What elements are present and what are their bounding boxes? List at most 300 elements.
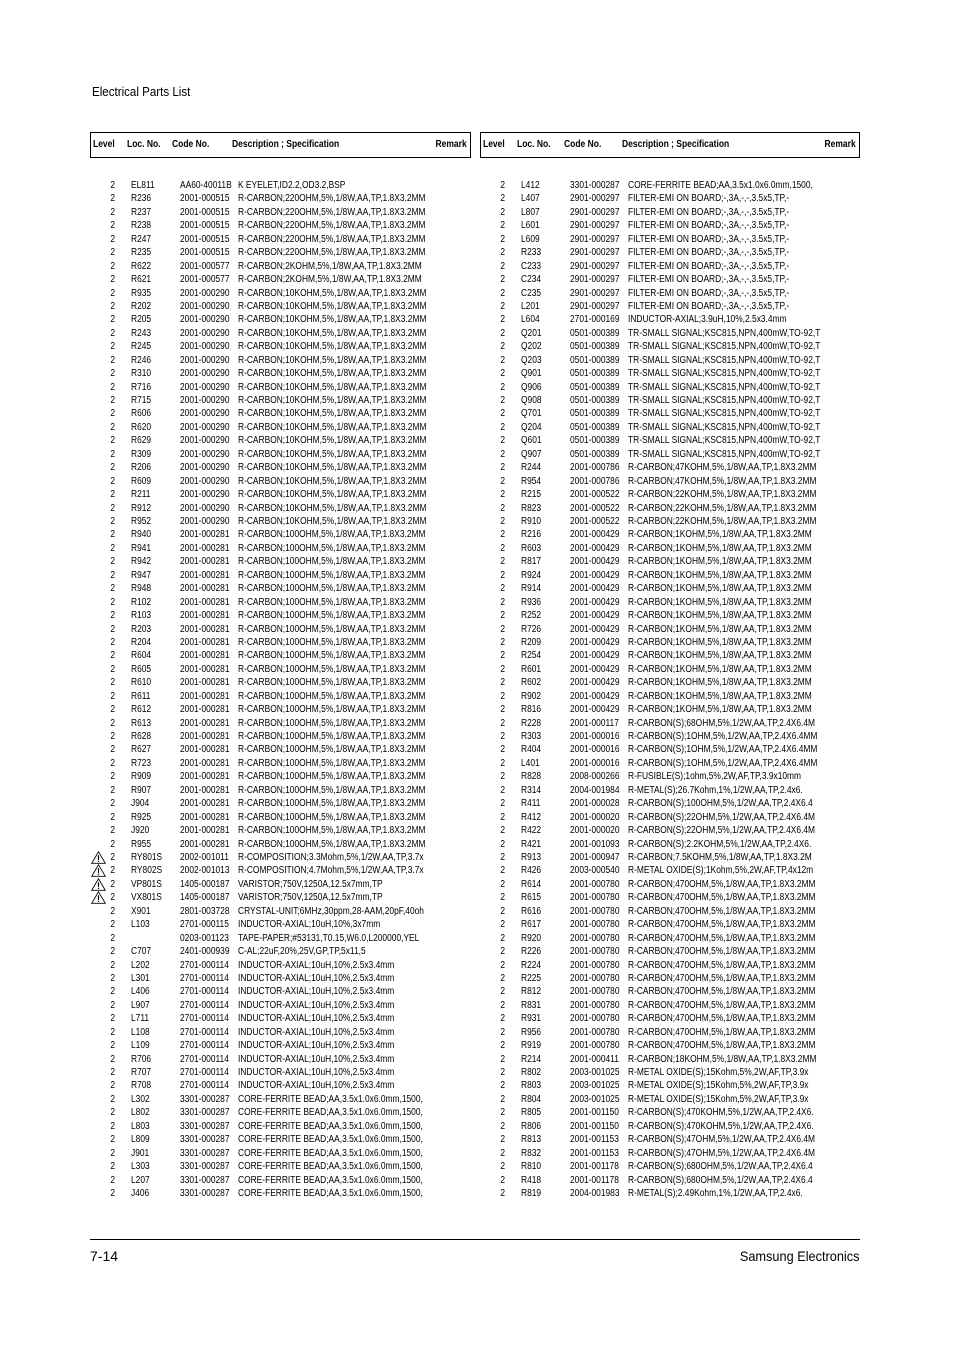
cell-description: R-CARBON;10KOHM,5%,1/8W,AA,TP,1.8X3.2MM bbox=[238, 395, 427, 407]
table-row bbox=[480, 179, 860, 192]
footer-divider bbox=[90, 1239, 860, 1240]
table-row bbox=[90, 1026, 471, 1039]
cell-level: 2 bbox=[110, 247, 115, 259]
table-row bbox=[480, 649, 860, 662]
cell-level: 2 bbox=[110, 448, 115, 460]
cell-level: 2 bbox=[500, 1053, 505, 1065]
cell-description: R-CARBON;10KOHM,5%,1/8W,AA,TP,1.8X3.2MM bbox=[238, 300, 427, 312]
cell-level: 2 bbox=[110, 180, 115, 191]
cell-code-no: 2001-000020 bbox=[570, 825, 620, 837]
cell-level: 2 bbox=[500, 1134, 505, 1146]
cell-description: R-COMPOSITION;3.3Mohm,5%,1/2W,AA,TP,3.7x bbox=[238, 852, 424, 863]
table-row bbox=[480, 932, 860, 945]
cell-loc-no: VX801S bbox=[131, 892, 162, 904]
cell-loc-no: R940 bbox=[131, 529, 152, 541]
table-row bbox=[90, 340, 471, 353]
cell-level: 2 bbox=[110, 919, 115, 931]
cell-loc-no: Q908 bbox=[521, 395, 542, 407]
cell-level: 2 bbox=[500, 838, 505, 850]
cell-level: 2 bbox=[110, 878, 115, 890]
cell-loc-no: R954 bbox=[521, 475, 542, 487]
cell-level: 2 bbox=[500, 247, 505, 259]
cell-loc-no: R605 bbox=[131, 663, 152, 675]
cell-level: 2 bbox=[110, 717, 115, 729]
cell-description: TR-SMALL SIGNAL;KSC815,NPN,400mW,TO-92,T bbox=[628, 421, 821, 433]
cell-code-no: 2001-000281 bbox=[180, 731, 230, 743]
cell-code-no: 2001-001153 bbox=[570, 1147, 619, 1159]
cell-code-no: 2001-000281 bbox=[180, 704, 230, 716]
cell-level: 2 bbox=[110, 690, 115, 702]
cell-code-no: 2001-000780 bbox=[570, 878, 620, 890]
cell-description: R-CARBON;1KOHM,5%,1/8W,AA,TP,1.8X3.2MM bbox=[628, 583, 812, 595]
cell-level: 2 bbox=[110, 542, 115, 554]
cell-description: R-CARBON(S);2.2KOHM,5%,1/2W,AA,TP,2.4X6. bbox=[628, 838, 812, 850]
cell-loc-no: C234 bbox=[521, 274, 542, 286]
cell-code-no: 2001-000780 bbox=[570, 892, 620, 904]
cell-level: 2 bbox=[500, 932, 505, 944]
cell-description: R-CARBON;100OHM,5%,1/8W,AA,TP,1.8X3.2MM bbox=[238, 838, 426, 850]
cell-description: R-CARBON;100OHM,5%,1/8W,AA,TP,1.8X3.2MM bbox=[238, 677, 426, 689]
cell-description: R-CARBON;10KOHM,5%,1/8W,AA,TP,1.8X3.2MM bbox=[238, 462, 427, 474]
cell-description: R-CARBON;10KOHM,5%,1/8W,AA,TP,1.8X3.2MM bbox=[238, 341, 427, 353]
cell-description: R-CARBON;100OHM,5%,1/8W,AA,TP,1.8X3.2MM bbox=[238, 731, 426, 743]
cell-description: R-CARBON;100OHM,5%,1/8W,AA,TP,1.8X3.2MM bbox=[238, 811, 426, 823]
cell-code-no: 2001-000281 bbox=[180, 784, 230, 796]
cell-loc-no: R627 bbox=[131, 744, 152, 756]
cell-loc-no: R810 bbox=[521, 1161, 542, 1173]
cell-loc-no: Q202 bbox=[521, 341, 542, 353]
cell-description: R-CARBON;100OHM,5%,1/8W,AA,TP,1.8X3.2MM bbox=[238, 744, 426, 756]
cell-description: INDUCTOR-AXIAL;10uH,10%,2.5x3.4mm bbox=[238, 1026, 395, 1038]
table-row bbox=[90, 730, 471, 743]
cell-code-no: 0501-000389 bbox=[570, 327, 620, 339]
cell-loc-no: L108 bbox=[131, 1026, 150, 1038]
cell-loc-no: R805 bbox=[521, 1107, 542, 1119]
table-row bbox=[480, 569, 860, 582]
cell-description: R-CARBON;1KOHM,5%,1/8W,AA,TP,1.8X3.2MM bbox=[628, 704, 812, 716]
cell-loc-no: R947 bbox=[131, 569, 152, 581]
cell-loc-no: R611 bbox=[131, 690, 151, 702]
cell-loc-no: R831 bbox=[521, 999, 542, 1011]
cell-description: R-CARBON;22KOHM,5%,1/8W,AA,TP,1.8X3.2MM bbox=[628, 516, 817, 527]
table-row bbox=[480, 475, 860, 488]
cell-loc-no: R924 bbox=[521, 569, 542, 581]
cell-level: 2 bbox=[500, 395, 505, 407]
cell-level: 2 bbox=[500, 1161, 505, 1173]
cell-loc-no: R204 bbox=[131, 636, 152, 648]
cell-loc-no: R215 bbox=[521, 489, 542, 501]
cell-code-no: 0501-000389 bbox=[570, 381, 620, 393]
cell-level: 2 bbox=[500, 811, 505, 823]
table-row bbox=[480, 985, 860, 998]
cell-loc-no: R245 bbox=[131, 341, 152, 353]
cell-level: 2 bbox=[500, 233, 505, 245]
cell-loc-no: R228 bbox=[521, 717, 542, 729]
cell-code-no: 2001-000281 bbox=[180, 636, 230, 648]
cell-code-no: 2001-000429 bbox=[570, 610, 620, 622]
cell-description: R-CARBON;100OHM,5%,1/8W,AA,TP,1.8X3.2MM bbox=[238, 663, 426, 675]
cell-description: R-CARBON;1KOHM,5%,1/8W,AA,TP,1.8X3.2MM bbox=[628, 663, 812, 675]
cell-loc-no: R942 bbox=[131, 556, 152, 568]
table-row bbox=[90, 179, 471, 192]
cell-code-no: 2001-000016 bbox=[570, 757, 620, 769]
cell-code-no: 2001-000780 bbox=[570, 972, 620, 984]
cell-description: CORE-FERRITE BEAD;AA,3.5x1.0x6.0mm,1500, bbox=[238, 1093, 423, 1105]
cell-loc-no: R813 bbox=[521, 1134, 542, 1146]
cell-description: R-CARBON;18KOHM,5%,1/8W,AA,TP,1.8X3.2MM bbox=[628, 1053, 817, 1065]
table-row bbox=[90, 945, 471, 958]
cell-code-no: 2001-000429 bbox=[570, 663, 620, 675]
cell-level: 2 bbox=[110, 972, 115, 984]
cell-code-no: 0501-000389 bbox=[570, 448, 620, 460]
cell-loc-no: R812 bbox=[521, 986, 542, 998]
table-row bbox=[480, 582, 860, 595]
cell-loc-no: R604 bbox=[131, 650, 152, 662]
cell-code-no: 2001-000020 bbox=[570, 811, 620, 823]
cell-level: 2 bbox=[500, 448, 505, 460]
cell-description: R-CARBON;470OHM,5%,1/8W,AA,TP,1.8X3.2MM bbox=[628, 892, 816, 904]
cell-code-no: 0501-000389 bbox=[570, 341, 620, 353]
cell-description: R-CARBON;470OHM,5%,1/8W,AA,TP,1.8X3.2MM bbox=[628, 999, 816, 1011]
cell-description: R-METAL OXIDE(S);15Kohm,5%,2W,AF,TP,3.9x bbox=[628, 1093, 809, 1105]
table-row bbox=[90, 461, 471, 474]
table-row bbox=[480, 757, 860, 770]
cell-level: 2 bbox=[500, 596, 505, 608]
cell-code-no: 2001-000947 bbox=[570, 852, 620, 863]
cell-code-no: 2001-001150 bbox=[570, 1107, 619, 1119]
table-row bbox=[480, 1079, 860, 1092]
cell-code-no: 2001-000281 bbox=[180, 838, 230, 850]
cell-code-no: 2001-000281 bbox=[180, 757, 230, 769]
table-row bbox=[90, 663, 471, 676]
cell-level: 2 bbox=[110, 677, 115, 689]
table-row bbox=[480, 407, 860, 420]
cell-description: R-CARBON;100OHM,5%,1/8W,AA,TP,1.8X3.2MM bbox=[238, 596, 426, 608]
table-row bbox=[90, 1160, 471, 1173]
cell-loc-no: L207 bbox=[131, 1174, 150, 1186]
table-header bbox=[480, 132, 860, 158]
cell-code-no: 2001-000780 bbox=[570, 919, 620, 931]
table-row bbox=[480, 811, 860, 824]
cell-description: FILTER-EMI ON BOARD;-,3A,-,-,3.5x5,TP,- bbox=[628, 233, 790, 245]
cell-level: 2 bbox=[500, 1013, 505, 1025]
cell-description: R-COMPOSITION;4.7Mohm,5%,1/2W,AA,TP,3.7x bbox=[238, 865, 424, 877]
cell-level: 2 bbox=[500, 180, 505, 191]
cell-loc-no: L303 bbox=[131, 1161, 150, 1173]
table-row bbox=[480, 233, 860, 246]
cell-code-no: 2001-000780 bbox=[570, 1026, 620, 1038]
cell-level: 2 bbox=[500, 663, 505, 675]
cell-level: 2 bbox=[500, 341, 505, 353]
cell-code-no: 2001-000515 bbox=[180, 206, 230, 218]
cell-code-no: 2001-000290 bbox=[180, 314, 230, 326]
cell-level: 2 bbox=[110, 583, 115, 595]
cell-description: R-CARBON(S);47OHM,5%,1/2W,AA,TP,2.4X6.4M bbox=[628, 1134, 816, 1146]
cell-loc-no: R243 bbox=[131, 327, 152, 339]
cell-description: TAPE-PAPER;#53131,T0.15,W6.0,L200000,YEL bbox=[238, 932, 420, 944]
cell-description: R-METAL OXIDE(S);15Kohm,5%,2W,AF,TP,3.9x bbox=[628, 1067, 809, 1079]
cell-code-no: 2001-000281 bbox=[180, 623, 230, 635]
cell-description: VARISTOR;750V,1250A,12.5x7mm,TP bbox=[238, 892, 383, 904]
cell-level: 2 bbox=[110, 623, 115, 635]
cell-description: R-CARBON;100OHM,5%,1/8W,AA,TP,1.8X3.2MM bbox=[238, 636, 426, 648]
cell-description: R-METAL OXIDE(S);1Kohm,5%,2W,AF,TP,4x12m bbox=[628, 865, 814, 877]
cell-code-no: 1405-000187 bbox=[180, 892, 230, 904]
cell-code-no: 2001-000515 bbox=[180, 247, 230, 259]
cell-code-no: 3301-000287 bbox=[180, 1147, 230, 1159]
cell-loc-no: Q203 bbox=[521, 354, 542, 366]
cell-description: R-CARBON;100OHM,5%,1/8W,AA,TP,1.8X3.2MM bbox=[238, 771, 426, 783]
cell-level: 2 bbox=[110, 1134, 115, 1146]
cell-loc-no: Q907 bbox=[521, 448, 542, 460]
cell-code-no: 2901-000297 bbox=[570, 247, 620, 259]
cell-level: 2 bbox=[500, 892, 505, 904]
cell-code-no: 2001-000429 bbox=[570, 690, 620, 702]
cell-loc-no: L809 bbox=[131, 1134, 150, 1146]
cell-description: CRYSTAL-UNIT;6MHz,30ppm,28-AAM,20pF,40oh bbox=[238, 905, 424, 917]
cell-loc-no: R422 bbox=[521, 825, 542, 837]
cell-code-no: 2001-000290 bbox=[180, 421, 230, 433]
cell-level: 2 bbox=[110, 825, 115, 837]
cell-code-no: 2001-000429 bbox=[570, 556, 620, 568]
cell-description: INDUCTOR-AXIAL;10uH,10%,3x7mm bbox=[238, 919, 381, 931]
cell-loc-no: R816 bbox=[521, 704, 542, 716]
cell-loc-no: R726 bbox=[521, 623, 542, 635]
table-row bbox=[480, 421, 860, 434]
cell-loc-no: L803 bbox=[131, 1120, 150, 1132]
cell-level: 2 bbox=[110, 1120, 115, 1132]
cell-level: 2 bbox=[110, 502, 115, 514]
cell-level: 2 bbox=[500, 381, 505, 393]
cell-description: R-CARBON(S);680OHM,5%,1/2W,AA,TP,2.4X6.4 bbox=[628, 1161, 813, 1173]
cell-loc-no: L807 bbox=[521, 206, 540, 218]
cell-code-no: 2901-000297 bbox=[570, 287, 620, 299]
table-row bbox=[480, 999, 860, 1012]
cell-description: R-CARBON;100OHM,5%,1/8W,AA,TP,1.8X3.2MM bbox=[238, 650, 426, 662]
table-row bbox=[90, 1053, 471, 1066]
cell-description: FILTER-EMI ON BOARD;-,3A,-,-,3.5x5,TP,- bbox=[628, 220, 790, 232]
cell-level: 2 bbox=[110, 341, 115, 353]
cell-code-no: 2001-000290 bbox=[180, 395, 230, 407]
table-row bbox=[90, 1093, 471, 1106]
cell-level: 2 bbox=[500, 972, 505, 984]
cell-level: 2 bbox=[500, 489, 505, 501]
cell-level: 2 bbox=[110, 327, 115, 339]
table-row bbox=[90, 515, 471, 528]
table-row bbox=[480, 905, 860, 918]
cell-description: TR-SMALL SIGNAL;KSC815,NPN,400mW,TO-92,T bbox=[628, 448, 821, 460]
cell-loc-no: C707 bbox=[131, 946, 152, 958]
cell-level: 2 bbox=[110, 274, 115, 286]
cell-loc-no: R233 bbox=[521, 247, 542, 259]
cell-code-no: 2003-001025 bbox=[570, 1067, 620, 1079]
table-row bbox=[480, 1066, 860, 1079]
table-row bbox=[90, 448, 471, 461]
column-header-remark: Remark bbox=[824, 139, 856, 150]
cell-level: 2 bbox=[500, 206, 505, 218]
table-row bbox=[480, 1120, 860, 1133]
table-row bbox=[480, 784, 860, 797]
table-row bbox=[480, 192, 860, 205]
cell-description: R-CARBON;470OHM,5%,1/8W,AA,TP,1.8X3.2MM bbox=[628, 946, 816, 958]
table-row bbox=[90, 703, 471, 716]
cell-description: INDUCTOR-AXIAL;10uH,10%,2.5x3.4mm bbox=[238, 1067, 395, 1079]
cell-code-no: 2001-000429 bbox=[570, 677, 620, 689]
cell-description: R-CARBON;10KOHM,5%,1/8W,AA,TP,1.8X3.2MM bbox=[238, 327, 427, 339]
cell-code-no: 2001-000429 bbox=[570, 596, 620, 608]
cell-code-no: 2001-000577 bbox=[180, 274, 230, 286]
cell-code-no: 3301-000287 bbox=[180, 1107, 230, 1119]
cell-loc-no: R244 bbox=[521, 462, 542, 474]
table-row bbox=[90, 838, 471, 851]
table-row bbox=[90, 743, 471, 756]
table-row bbox=[480, 609, 860, 622]
cell-description: R-CARBON;470OHM,5%,1/8W,AA,TP,1.8X3.2MM bbox=[628, 1026, 816, 1038]
table-row bbox=[90, 891, 471, 904]
cell-loc-no: R303 bbox=[521, 731, 542, 743]
cell-loc-no: R421 bbox=[521, 838, 542, 850]
cell-code-no: 2001-000290 bbox=[180, 408, 230, 420]
table-row bbox=[480, 1026, 860, 1039]
cell-level: 2 bbox=[500, 1174, 505, 1186]
cell-level: 2 bbox=[500, 610, 505, 622]
cell-level: 2 bbox=[110, 193, 115, 205]
cell-level: 2 bbox=[110, 1053, 115, 1065]
cell-level: 2 bbox=[110, 636, 115, 648]
cell-level: 2 bbox=[500, 1093, 505, 1105]
table-row bbox=[480, 1160, 860, 1173]
table-row bbox=[480, 313, 860, 326]
cell-level: 2 bbox=[500, 744, 505, 756]
section-title: Electrical Parts List bbox=[92, 84, 191, 99]
cell-code-no: 2001-000780 bbox=[570, 959, 620, 971]
table-row bbox=[480, 219, 860, 232]
cell-description: R-CARBON;220OHM,5%,1/8W,AA,TP,1.8X3.2MM bbox=[238, 206, 426, 218]
table-row bbox=[90, 1066, 471, 1079]
cell-level: 2 bbox=[500, 757, 505, 769]
cell-loc-no: R254 bbox=[521, 650, 542, 662]
cell-loc-no: R211 bbox=[131, 489, 151, 501]
cell-description: TR-SMALL SIGNAL;KSC815,NPN,400mW,TO-92,T bbox=[628, 327, 821, 339]
cell-code-no: 2401-000939 bbox=[180, 946, 230, 958]
cell-loc-no: Q906 bbox=[521, 381, 542, 393]
cell-loc-no: EL811 bbox=[131, 180, 155, 191]
cell-description: CORE-FERRITE BEAD;AA,3.5x1.0x6.0mm,1500, bbox=[628, 180, 813, 191]
cell-description: R-CARBON;100OHM,5%,1/8W,AA,TP,1.8X3.2MM bbox=[238, 542, 426, 554]
cell-description: R-CARBON;22KOHM,5%,1/8W,AA,TP,1.8X3.2MM bbox=[628, 502, 817, 514]
cell-description: R-CARBON(S);47OHM,5%,1/2W,AA,TP,2.4X6.4M bbox=[628, 1147, 816, 1159]
cell-code-no: 2001-000786 bbox=[570, 475, 620, 487]
cell-description: CORE-FERRITE BEAD;AA,3.5x1.0x6.0mm,1500, bbox=[238, 1188, 423, 1199]
table-row bbox=[480, 864, 860, 877]
table-row bbox=[90, 811, 471, 824]
cell-loc-no: R610 bbox=[131, 677, 152, 689]
column-header-code-no: Code No. bbox=[172, 139, 210, 150]
cell-loc-no: R236 bbox=[131, 193, 152, 205]
cell-loc-no: R224 bbox=[521, 959, 542, 971]
cell-code-no: 2008-000266 bbox=[570, 771, 620, 783]
cell-level: 2 bbox=[500, 704, 505, 716]
cell-description: R-CARBON;1KOHM,5%,1/8W,AA,TP,1.8X3.2MM bbox=[628, 610, 812, 622]
table-row bbox=[90, 770, 471, 783]
cell-description: FILTER-EMI ON BOARD;-,3A,-,-,3.5x5,TP,- bbox=[628, 287, 790, 299]
cell-description: INDUCTOR-AXIAL;10uH,10%,2.5x3.4mm bbox=[238, 1053, 395, 1065]
cell-level: 2 bbox=[110, 959, 115, 971]
cell-description: R-CARBON;100OHM,5%,1/8W,AA,TP,1.8X3.2MM bbox=[238, 556, 426, 568]
cell-level: 2 bbox=[500, 798, 505, 810]
table-row bbox=[90, 851, 471, 864]
cell-code-no: 2001-001153 bbox=[570, 1134, 619, 1146]
cell-level: 2 bbox=[500, 435, 505, 447]
column-header-loc-no: Loc. No. bbox=[517, 139, 551, 150]
table-row bbox=[90, 1147, 471, 1160]
cell-level: 2 bbox=[500, 1107, 505, 1119]
cell-code-no: 2001-000281 bbox=[180, 556, 230, 568]
cell-loc-no: C233 bbox=[521, 260, 542, 272]
cell-level: 2 bbox=[110, 556, 115, 568]
cell-loc-no: Q701 bbox=[521, 408, 542, 420]
cell-loc-no: L609 bbox=[521, 233, 540, 245]
table-row bbox=[480, 838, 860, 851]
cell-code-no: 2001-000281 bbox=[180, 825, 230, 837]
table-row bbox=[90, 1187, 471, 1200]
cell-level: 2 bbox=[110, 610, 115, 622]
table-row bbox=[480, 743, 860, 756]
cell-loc-no: R920 bbox=[521, 932, 542, 944]
table-row bbox=[480, 206, 860, 219]
cell-description: R-CARBON;10KOHM,5%,1/8W,AA,TP,1.8X3.2MM bbox=[238, 421, 427, 433]
cell-code-no: 2701-000114 bbox=[180, 1080, 229, 1092]
cell-loc-no: R910 bbox=[521, 516, 542, 527]
cell-code-no: 2001-000290 bbox=[180, 475, 230, 487]
cell-description: R-CARBON(S);22OHM,5%,1/2W,AA,TP,2.4X6.4M bbox=[628, 811, 816, 823]
table-row bbox=[480, 273, 860, 286]
table-row bbox=[480, 461, 860, 474]
cell-description: R-CARBON;220OHM,5%,1/8W,AA,TP,1.8X3.2MM bbox=[238, 220, 426, 232]
table-row bbox=[90, 864, 471, 877]
cell-description: R-CARBON(S);1OHM,5%,1/2W,AA,TP,2.4X6.4MM bbox=[628, 731, 818, 743]
cell-description: R-CARBON;47KOHM,5%,1/8W,AA,TP,1.8X3.2MM bbox=[628, 475, 817, 487]
table-row bbox=[480, 354, 860, 367]
cell-level: 2 bbox=[110, 932, 115, 944]
cell-description: R-CARBON;100OHM,5%,1/8W,AA,TP,1.8X3.2MM bbox=[238, 690, 426, 702]
cell-description: R-CARBON;47KOHM,5%,1/8W,AA,TP,1.8X3.2MM bbox=[628, 462, 817, 474]
cell-code-no: 2001-000290 bbox=[180, 435, 230, 447]
cell-code-no: 2001-001178 bbox=[570, 1174, 619, 1186]
cell-description: TR-SMALL SIGNAL;KSC815,NPN,400mW,TO-92,T bbox=[628, 341, 821, 353]
cell-code-no: 2001-000281 bbox=[180, 771, 230, 783]
cell-code-no: 2701-000114 bbox=[180, 959, 229, 971]
cell-code-no: 2001-000577 bbox=[180, 260, 230, 272]
table-row bbox=[480, 1053, 860, 1066]
cell-code-no: 2001-000290 bbox=[180, 448, 230, 460]
cell-loc-no: R832 bbox=[521, 1147, 542, 1159]
cell-level: 2 bbox=[500, 1067, 505, 1079]
cell-code-no: AA60-40011B bbox=[180, 180, 232, 191]
cell-level: 2 bbox=[110, 852, 115, 863]
table-row bbox=[90, 959, 471, 972]
cell-level: 2 bbox=[110, 1147, 115, 1159]
table-row bbox=[480, 1093, 860, 1106]
table-row bbox=[90, 582, 471, 595]
cell-code-no: 0203-001123 bbox=[180, 932, 229, 944]
cell-loc-no: R802 bbox=[521, 1067, 542, 1079]
cell-loc-no: L412 bbox=[521, 180, 540, 191]
cell-level: 2 bbox=[110, 1161, 115, 1173]
cell-level: 2 bbox=[110, 838, 115, 850]
cell-level: 2 bbox=[110, 596, 115, 608]
cell-loc-no: X901 bbox=[131, 905, 151, 917]
